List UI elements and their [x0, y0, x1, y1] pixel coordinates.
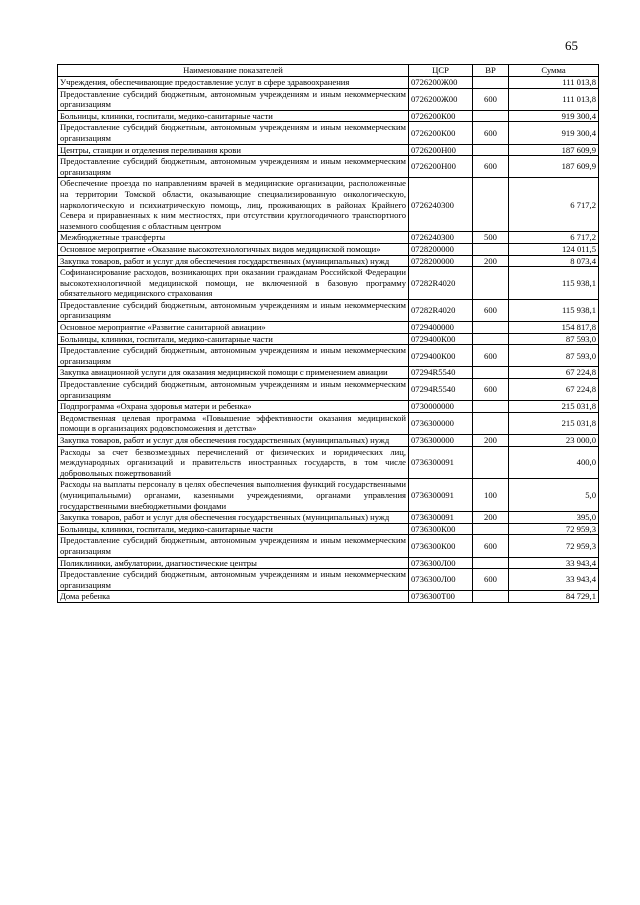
cell-vr — [473, 267, 509, 300]
cell-sum: 215 031,8 — [509, 401, 599, 413]
table-row — [58, 569, 599, 591]
cell-vr: 600 — [473, 156, 509, 178]
cell-csr: 07282R4020 — [409, 267, 473, 300]
cell-csr: 0726200Н00 — [409, 144, 473, 156]
cell-sum: 5,0 — [509, 479, 599, 512]
cell-sum: 919 300,4 — [509, 122, 599, 144]
cell-csr: 0726240300 — [409, 232, 473, 244]
table-row — [58, 122, 599, 144]
cell-csr: 0728200000 — [409, 243, 473, 255]
table-header-row — [58, 65, 599, 77]
cell-csr: 0730000000 — [409, 401, 473, 413]
cell-vr — [473, 557, 509, 569]
cell-name: Предоставление субсидий бюджетным, автономным учреждениям и иным некоммерческим организациям — [58, 569, 409, 591]
table-row — [58, 412, 599, 434]
table-row — [58, 144, 599, 156]
table-row — [58, 523, 599, 535]
cell-name: Предоставление субсидий бюджетным, автономным учреждениям и иным некоммерческим организациям — [58, 122, 409, 144]
cell-name: Больницы, клиники, госпитали, медико-санитарные части — [58, 110, 409, 122]
cell-name: Поликлиники, амбулатории, диагностические центры — [58, 557, 409, 569]
cell-csr: 0729400000 — [409, 322, 473, 334]
table-row — [58, 267, 599, 300]
cell-vr: 500 — [473, 232, 509, 244]
cell-csr: 0726200Ж00 — [409, 88, 473, 110]
table-row — [58, 591, 599, 603]
table-row — [58, 333, 599, 345]
table-row — [58, 110, 599, 122]
cell-sum: 67 224,8 — [509, 367, 599, 379]
cell-vr — [473, 367, 509, 379]
cell-name: Предоставление субсидий бюджетным, автономным учреждениям и иным некоммерческим организациям — [58, 535, 409, 557]
cell-name: Больницы, клиники, госпитали, медико-санитарные части — [58, 333, 409, 345]
cell-csr: 0726200Ж00 — [409, 77, 473, 89]
table-row — [58, 557, 599, 569]
cell-name: Расходы за счет безвозмездных перечислений от физических и юридических лиц, международных организаций и правительств иностранных государств, в том числе добровольных пожертвований — [58, 446, 409, 479]
cell-sum: 33 943,4 — [509, 557, 599, 569]
cell-csr: 07294R5540 — [409, 379, 473, 401]
cell-vr: 200 — [473, 255, 509, 267]
cell-sum: 115 938,1 — [509, 267, 599, 300]
cell-name: Предоставление субсидий бюджетным, автономным учреждениям и иным некоммерческим организациям — [58, 156, 409, 178]
table-row — [58, 255, 599, 267]
table-row — [58, 379, 599, 401]
table-row — [58, 77, 599, 89]
cell-vr — [473, 322, 509, 334]
cell-name: Предоставление субсидий бюджетным, автономным учреждениям и иным некоммерческим организациям — [58, 299, 409, 321]
cell-sum: 919 300,4 — [509, 110, 599, 122]
cell-csr: 0736300К00 — [409, 523, 473, 535]
budget-table — [57, 64, 599, 603]
cell-name: Предоставление субсидий бюджетным, автономным учреждениям и иным некоммерческим организациям — [58, 88, 409, 110]
cell-csr: 0729400К00 — [409, 345, 473, 367]
cell-sum: 111 013,8 — [509, 88, 599, 110]
cell-sum: 400,0 — [509, 446, 599, 479]
cell-sum: 87 593,0 — [509, 345, 599, 367]
cell-name: Основное мероприятие «Оказание высокотехнологичных видов медицинской помощи» — [58, 243, 409, 255]
cell-sum: 84 729,1 — [509, 591, 599, 603]
cell-sum: 187 609,9 — [509, 144, 599, 156]
cell-sum: 6 717,2 — [509, 232, 599, 244]
cell-sum: 395,0 — [509, 512, 599, 524]
cell-csr: 0736300Л00 — [409, 569, 473, 591]
cell-csr: 0726200Н00 — [409, 156, 473, 178]
table-row — [58, 156, 599, 178]
cell-sum: 23 000,0 — [509, 435, 599, 447]
cell-sum: 187 609,9 — [509, 156, 599, 178]
cell-name: Обеспечение проезда по направлениям врачей в медицинские организации, расположенные на территории Томской области, оказывающие специализированную онкологическую, наркологическую и психиатрическую помощь, лиц, проживающих в районах Крайнего Севера и приравненных к ним местностях, при отсутствии круглогодичного транспортного наземного сообщения с областным центром — [58, 178, 409, 232]
cell-name: Закупка авиационной услуги для оказания медицинской помощи с применением авиации — [58, 367, 409, 379]
table-row — [58, 299, 599, 321]
cell-name: Подпрограмма «Охрана здоровья матери и ребенка» — [58, 401, 409, 413]
cell-name: Учреждения, обеспечивающие предоставление услуг в сфере здравоохранения — [58, 77, 409, 89]
cell-vr — [473, 401, 509, 413]
cell-csr: 0736300Т00 — [409, 591, 473, 603]
cell-vr: 100 — [473, 479, 509, 512]
table-body — [58, 77, 599, 603]
cell-vr — [473, 446, 509, 479]
cell-vr: 600 — [473, 122, 509, 144]
header-name: Наименование показателей — [58, 65, 409, 77]
table-row — [58, 345, 599, 367]
cell-vr — [473, 77, 509, 89]
cell-name: Закупка товаров, работ и услуг для обеспечения государственных (муниципальных) нужд — [58, 435, 409, 447]
cell-sum: 115 938,1 — [509, 299, 599, 321]
table-row — [58, 322, 599, 334]
cell-sum: 87 593,0 — [509, 333, 599, 345]
cell-csr: 07282R4020 — [409, 299, 473, 321]
cell-vr — [473, 333, 509, 345]
cell-vr — [473, 178, 509, 232]
cell-csr: 0736300091 — [409, 479, 473, 512]
cell-csr: 0736300091 — [409, 512, 473, 524]
cell-vr: 600 — [473, 569, 509, 591]
cell-vr — [473, 110, 509, 122]
cell-csr: 0726200К00 — [409, 122, 473, 144]
cell-sum: 154 817,8 — [509, 322, 599, 334]
cell-csr: 07294R5540 — [409, 367, 473, 379]
table-row — [58, 178, 599, 232]
cell-name: Дома ребенка — [58, 591, 409, 603]
cell-name: Софинансирование расходов, возникающих при оказании гражданам Российской Федерации высокотехнологичной медицинской помощи, не включенной в базовую программу обязательного медицинского страхования — [58, 267, 409, 300]
table-row — [58, 367, 599, 379]
cell-name: Больницы, клиники, госпитали, медико-санитарные части — [58, 523, 409, 535]
cell-name: Межбюджетные трансферты — [58, 232, 409, 244]
cell-csr: 0728200000 — [409, 255, 473, 267]
cell-name: Закупка товаров, работ и услуг для обеспечения государственных (муниципальных) нужд — [58, 255, 409, 267]
cell-csr: 0736300000 — [409, 435, 473, 447]
cell-sum: 8 073,4 — [509, 255, 599, 267]
table-row — [58, 243, 599, 255]
cell-sum: 72 959,3 — [509, 535, 599, 557]
table-row — [58, 232, 599, 244]
cell-sum: 111 013,8 — [509, 77, 599, 89]
cell-csr: 0736300Л00 — [409, 557, 473, 569]
cell-vr: 600 — [473, 345, 509, 367]
cell-csr: 0726240300 — [409, 178, 473, 232]
cell-csr: 0736300091 — [409, 446, 473, 479]
cell-vr: 200 — [473, 435, 509, 447]
cell-csr: 0736300К00 — [409, 535, 473, 557]
cell-name: Ведомственная целевая программа «Повышение эффективности оказания медицинской помощи в организациях родовспоможения и детства» — [58, 412, 409, 434]
cell-vr — [473, 523, 509, 535]
cell-vr: 600 — [473, 88, 509, 110]
table-row — [58, 479, 599, 512]
cell-name: Основное мероприятие «Развитие санитарной авиации» — [58, 322, 409, 334]
cell-csr: 0736300000 — [409, 412, 473, 434]
cell-sum: 124 011,5 — [509, 243, 599, 255]
table-row — [58, 535, 599, 557]
cell-vr: 600 — [473, 299, 509, 321]
cell-name: Расходы на выплаты персоналу в целях обеспечения выполнения функций государственными (муниципальными) органами, казенными учреждениями, органами управления государственными внебюджетными фондами — [58, 479, 409, 512]
cell-vr: 600 — [473, 379, 509, 401]
cell-vr — [473, 144, 509, 156]
header-sum: Сумма — [509, 65, 599, 77]
page-number: 65 — [565, 38, 578, 53]
cell-sum: 33 943,4 — [509, 569, 599, 591]
header-vr: ВР — [473, 65, 509, 77]
cell-sum: 215 031,8 — [509, 412, 599, 434]
table-row — [58, 401, 599, 413]
cell-vr: 600 — [473, 535, 509, 557]
cell-name: Предоставление субсидий бюджетным, автономным учреждениям и иным некоммерческим организациям — [58, 379, 409, 401]
cell-name: Закупка товаров, работ и услуг для обеспечения государственных (муниципальных) нужд — [58, 512, 409, 524]
table-row — [58, 446, 599, 479]
cell-name: Центры, станции и отделения переливания крови — [58, 144, 409, 156]
cell-vr — [473, 591, 509, 603]
table-row — [58, 512, 599, 524]
table-row — [58, 435, 599, 447]
cell-vr — [473, 412, 509, 434]
header-csr: ЦСР — [409, 65, 473, 77]
cell-vr — [473, 243, 509, 255]
cell-sum: 72 959,3 — [509, 523, 599, 535]
cell-vr: 200 — [473, 512, 509, 524]
cell-sum: 6 717,2 — [509, 178, 599, 232]
cell-csr: 0729400К00 — [409, 333, 473, 345]
cell-name: Предоставление субсидий бюджетным, автономным учреждениям и иным некоммерческим организациям — [58, 345, 409, 367]
table-row — [58, 88, 599, 110]
cell-sum: 67 224,8 — [509, 379, 599, 401]
cell-csr: 0726200К00 — [409, 110, 473, 122]
